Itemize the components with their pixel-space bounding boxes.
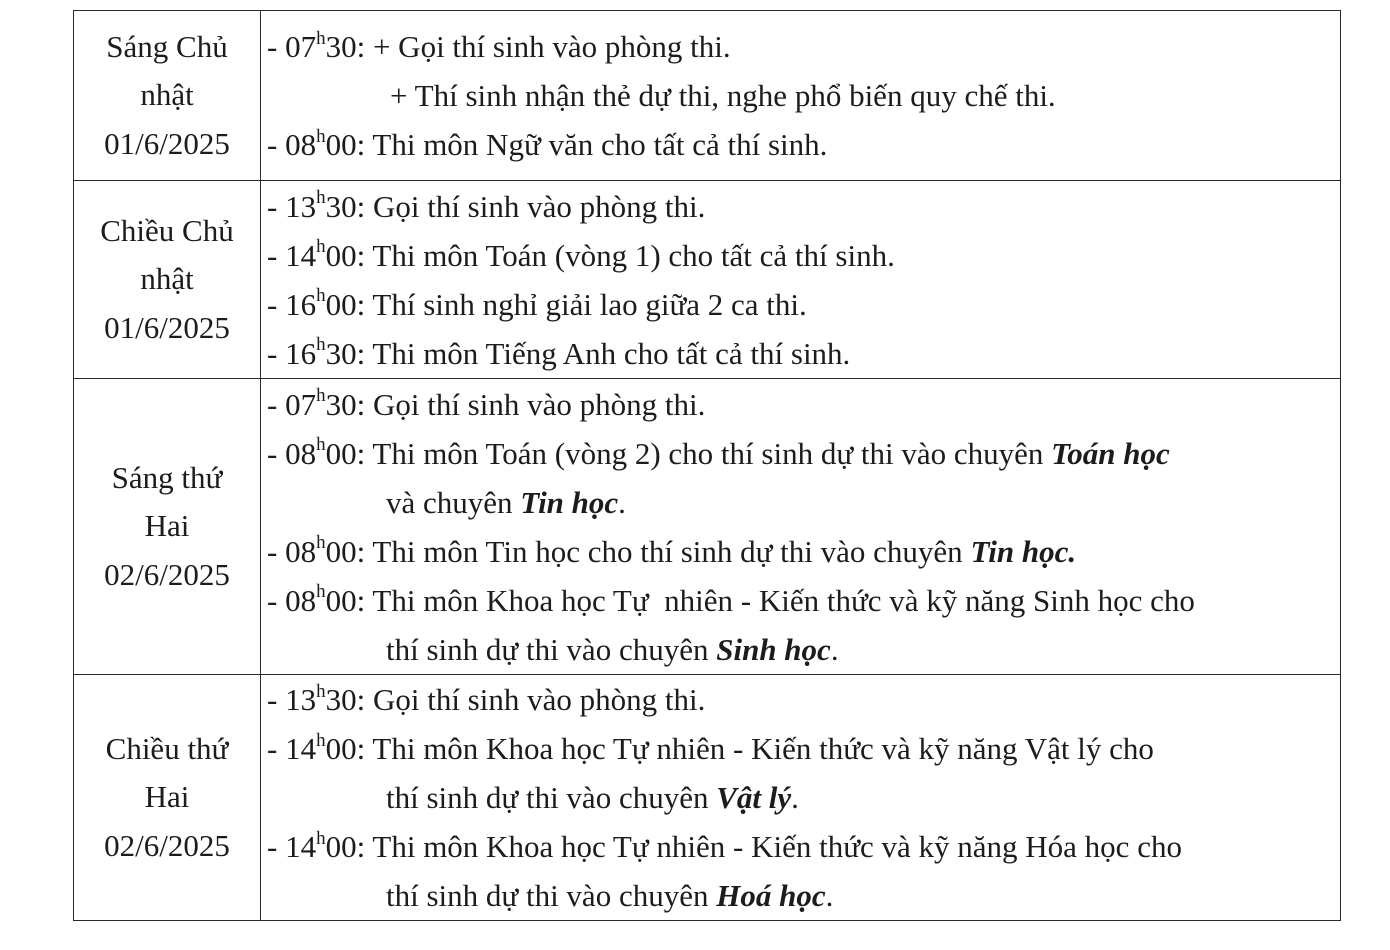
schedule-text: Gọi thí sinh vào phòng thi. <box>372 682 706 717</box>
schedule-line <box>267 527 1340 576</box>
time-prefix: - 08 <box>267 127 317 162</box>
schedule-text: Thi môn Toán (vòng 2) cho thí sinh dự thi vào chuyên <box>372 435 1052 471</box>
session-items-cell <box>261 181 1341 379</box>
time-hour-marker: h <box>316 125 326 147</box>
schedule-line <box>267 231 1340 280</box>
session-day-label: 02/6/2025 <box>104 556 230 592</box>
time-label <box>267 829 372 864</box>
time-suffix: 00: <box>325 829 373 864</box>
schedule-text: Thi môn Tin học cho thí sinh dự thi vào chuyên <box>372 533 971 569</box>
specialty-subject: Sinh học <box>716 631 831 667</box>
trailing-punctuation: . <box>791 780 799 815</box>
time-hour-marker: h <box>316 827 326 849</box>
schedule-row <box>74 181 1341 379</box>
time-suffix: 30: <box>325 188 373 224</box>
schedule-text: Thi môn Khoa học Tự nhiên - Kiến thức và kỹ năng Hóa học cho <box>372 829 1182 864</box>
schedule-continuation: thí sinh dự thi vào chuyên <box>386 780 717 815</box>
specialty-subject: Vật lý <box>716 780 792 815</box>
session-day-cell <box>74 11 261 181</box>
schedule-line <box>267 429 1340 478</box>
session-day-label: Sáng Chủ <box>106 28 228 64</box>
time-prefix: - 13 <box>267 188 317 224</box>
schedule-line <box>267 625 1340 674</box>
time-prefix: - 07 <box>267 386 317 422</box>
session-items-cell <box>261 11 1341 181</box>
time-label <box>267 127 372 162</box>
session-day-label: Chiều Chủ <box>100 212 234 248</box>
time-prefix: - 08 <box>267 533 317 569</box>
schedule-text: Thi môn Khoa học Tự nhiên - Kiến thức và kỹ năng Vật lý cho <box>372 731 1154 766</box>
trailing-punctuation: . <box>830 631 839 667</box>
time-prefix: - 14 <box>267 237 317 273</box>
session-items-cell <box>261 379 1341 675</box>
time-prefix: - 14 <box>267 731 317 766</box>
specialty-subject: Tin học. <box>970 533 1077 569</box>
time-prefix: - 07 <box>267 29 317 64</box>
schedule-text: Thi môn Tiếng Anh cho tất cả thí sinh. <box>372 335 851 371</box>
time-label <box>267 387 373 422</box>
session-items-cell <box>261 675 1341 921</box>
schedule-text: + Gọi thí sinh vào phòng thi. <box>372 29 731 64</box>
schedule-line <box>267 280 1340 329</box>
time-hour-marker: h <box>316 680 326 702</box>
schedule-text: Thi môn Khoa học Tự nhiên - Kiến thức và kỹ năng Sinh học cho <box>372 582 1195 618</box>
session-day-label: Hai <box>144 508 190 544</box>
time-label <box>267 436 372 471</box>
time-suffix: 30: <box>325 682 373 717</box>
schedule-row <box>74 379 1341 675</box>
schedule-continuation: và chuyên <box>386 484 521 520</box>
time-hour-marker: h <box>316 27 326 49</box>
schedule-line <box>267 822 1340 871</box>
time-hour-marker: h <box>316 334 326 356</box>
time-prefix: - 16 <box>267 335 317 371</box>
time-suffix: 00: <box>325 127 373 162</box>
schedule-line <box>267 773 1340 822</box>
session-day-cell <box>74 181 261 379</box>
time-suffix: 00: <box>325 435 373 471</box>
schedule-text: Gọi thí sinh vào phòng thi. <box>372 386 706 422</box>
schedule-line <box>267 871 1340 920</box>
schedule-line <box>267 576 1340 625</box>
schedule-text: Thi môn Toán (vòng 1) cho tất cả thí sinh. <box>372 237 895 273</box>
time-prefix: - 08 <box>267 582 317 618</box>
schedule-line <box>267 380 1340 429</box>
schedule-text: Gọi thí sinh vào phòng thi. <box>372 188 706 224</box>
session-day-cell <box>74 379 261 675</box>
time-label <box>267 682 373 717</box>
session-day-label: nhật <box>140 77 194 113</box>
time-label <box>267 29 373 64</box>
schedule-line <box>267 675 1340 724</box>
trailing-punctuation: . <box>618 484 626 520</box>
time-label <box>267 583 372 618</box>
time-label <box>267 189 373 224</box>
time-hour-marker: h <box>316 187 326 209</box>
time-suffix: 00: <box>325 286 373 322</box>
time-label <box>267 287 372 322</box>
time-suffix: 30: <box>325 335 373 371</box>
time-suffix: 00: <box>325 237 373 273</box>
time-prefix: - 08 <box>267 435 317 471</box>
exam-schedule-table <box>73 10 1341 921</box>
schedule-line <box>267 724 1340 773</box>
schedule-body <box>74 11 1341 921</box>
schedule-line <box>267 22 1340 71</box>
time-hour-marker: h <box>316 581 326 603</box>
session-day-cell <box>74 675 261 921</box>
time-hour-marker: h <box>316 729 326 751</box>
time-prefix: - 13 <box>267 682 317 717</box>
schedule-continuation: + Thí sinh nhận thẻ dự thi, nghe phổ biến quy chế thi. <box>390 78 1056 113</box>
time-label <box>267 238 372 273</box>
trailing-punctuation: . <box>825 878 834 913</box>
schedule-line <box>267 71 1340 120</box>
specialty-subject: Toán học <box>1051 435 1170 471</box>
schedule-line <box>267 182 1340 231</box>
session-day-label: nhật <box>140 261 194 297</box>
time-suffix: 00: <box>325 533 373 569</box>
schedule-continuation: thí sinh dự thi vào chuyên <box>386 878 717 913</box>
session-day-label: 01/6/2025 <box>104 309 230 345</box>
specialty-subject: Hoá học <box>716 878 826 913</box>
session-day-label: 02/6/2025 <box>104 827 230 863</box>
time-hour-marker: h <box>316 285 326 307</box>
time-label <box>267 336 372 371</box>
time-prefix: - 14 <box>267 829 317 864</box>
specialty-subject: Tin học <box>520 484 619 520</box>
schedule-text: Thi môn Ngữ văn cho tất cả thí sinh. <box>372 127 828 162</box>
session-day-label: Chiều thứ <box>105 730 229 766</box>
schedule-text: Thí sinh nghỉ giải lao giữa 2 ca thi. <box>372 286 807 322</box>
time-prefix: - 16 <box>267 286 317 322</box>
time-hour-marker: h <box>316 434 326 456</box>
session-day-label: Sáng thứ <box>111 459 223 495</box>
time-suffix: 00: <box>325 582 373 618</box>
session-day-label: 01/6/2025 <box>104 125 230 161</box>
schedule-line <box>267 329 1340 378</box>
time-suffix: 30: <box>325 386 373 422</box>
time-hour-marker: h <box>316 385 326 407</box>
time-suffix: 30: <box>325 29 373 64</box>
time-suffix: 00: <box>325 731 373 766</box>
schedule-row <box>74 11 1341 181</box>
time-hour-marker: h <box>316 532 326 554</box>
time-hour-marker: h <box>316 236 326 258</box>
session-day-label: Hai <box>144 779 190 815</box>
time-label <box>267 534 372 569</box>
time-label <box>267 731 372 766</box>
schedule-line <box>267 478 1340 527</box>
schedule-line <box>267 120 1340 169</box>
schedule-row <box>74 675 1341 921</box>
schedule-continuation: thí sinh dự thi vào chuyên <box>386 631 717 667</box>
